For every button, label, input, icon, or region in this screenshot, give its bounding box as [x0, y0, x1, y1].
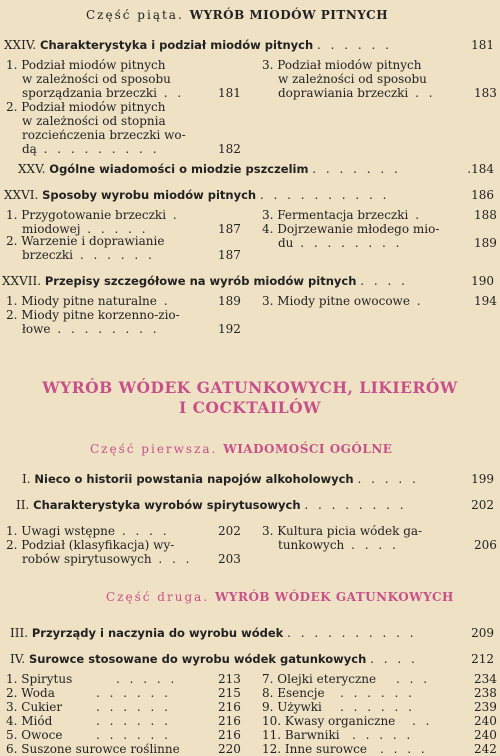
toc-item: 5. Owoce — [6, 728, 63, 742]
item-page: 216 — [218, 700, 241, 714]
chapter-title: Charakterystyka wyrobów spirytusowych — [33, 498, 301, 512]
item-line: 3. Podział miodów pitnych — [262, 58, 422, 72]
item-line: łowe . . . . . . . . — [22, 322, 160, 336]
item-line: 3. Miody pitne owocowe . — [262, 294, 424, 308]
item-line: 4. Dojrzewanie młodego mio- — [262, 222, 440, 236]
section-title-line: I COCKTAILÓW — [178, 398, 322, 417]
chapter-page: .184 — [467, 162, 494, 176]
chapter-title: Przyrządy i naczynia do wyrobu wódek — [31, 626, 284, 640]
chapter-page: 181 — [471, 38, 494, 52]
chapter-title: Przepisy szczegółowe na wyrób miodów pitnych — [44, 274, 357, 288]
toc-item: 9. Używki — [262, 700, 322, 714]
item-line: du . . . . . . . . — [278, 236, 403, 250]
item-page: 183 — [474, 86, 497, 100]
chapter-number: II. — [16, 498, 30, 512]
item-page: 216 — [218, 714, 241, 728]
item-page: 181 — [218, 86, 241, 100]
toc-item: 7. Olejki eteryczne — [262, 672, 377, 686]
toc-item — [6, 58, 184, 100]
toc-item — [262, 524, 422, 552]
item-line: w zależności od stopnia — [22, 114, 166, 128]
toc-item — [6, 524, 170, 538]
chapter-entry: XXV. Ogólne wiadomości o miodzie pszczelim . . . . . . . — [18, 162, 401, 176]
chapter-page: 199 — [471, 472, 494, 486]
toc-item — [6, 100, 186, 156]
item-line: 1. Miody pitne naturalne . — [6, 294, 171, 308]
chapter-page: 190 — [471, 274, 494, 288]
chapter-title: Sposoby wyrobu miodów pitnych — [42, 188, 257, 202]
item-line: brzeczki . . . . . . — [22, 248, 155, 262]
item-line: 1. Uwagi wstępne . . . . — [6, 524, 170, 538]
part-heading — [86, 8, 388, 22]
item-page: 240 — [474, 714, 497, 728]
toc-item — [262, 58, 436, 100]
toc-item — [6, 308, 180, 336]
item-line: 1. Przygotowanie brzeczki . — [6, 208, 180, 222]
chapter-page: 202 — [471, 498, 494, 512]
leader-dots: . . . . . . — [340, 686, 415, 700]
toc-item — [6, 234, 164, 262]
part-title: WYRÓB MIODÓW PITNYCH — [189, 8, 389, 22]
item-line: 2. Podział miodów pitnych — [6, 100, 166, 114]
leader-dots: . . . . . . — [96, 700, 171, 714]
item-page: 182 — [218, 142, 241, 156]
leader-dots: . . — [412, 714, 433, 728]
item-line: 2. Podział (klasyfikacja) wy- — [6, 538, 175, 552]
toc-item: 1. Spirytus — [6, 672, 73, 686]
leader-dots: . . . . . . — [340, 700, 415, 714]
toc-item: 11. Barwniki — [262, 728, 340, 742]
chapter-number: XXV. — [18, 162, 46, 176]
part-title: WYRÓB WÓDEK GATUNKOWYCH — [214, 590, 454, 604]
leader-dots: . . . . — [380, 742, 428, 756]
chapter-number: XXIV. — [4, 38, 37, 52]
item-page: 239 — [474, 700, 497, 714]
toc-item: 12. Inne surowce — [262, 742, 367, 756]
item-page: 206 — [474, 538, 497, 552]
toc-item: 8. Esencje — [262, 686, 325, 700]
chapter-title: Charakterystyka i podział miodów pitnych — [40, 38, 314, 52]
chapter-entry: III. Przyrządy i naczynia do wyrobu wódek . . . . . . . . . . — [10, 626, 417, 640]
item-page: 238 — [474, 686, 497, 700]
toc-item — [262, 222, 439, 250]
item-page: 203 — [218, 552, 241, 566]
item-page: 216 — [218, 728, 241, 742]
chapter-number: XXVII. — [2, 274, 42, 288]
toc-item — [6, 294, 171, 308]
part-title: WIADOMOŚCI OGÓLNE — [223, 442, 393, 456]
section-title — [0, 378, 500, 417]
chapter-title: Surowce stosowane do wyrobu wódek gatunkowych — [28, 652, 367, 666]
toc-item: 10. Kwasy organiczne — [262, 714, 396, 728]
item-line: rozcieńczenia brzeczki wo- — [22, 128, 186, 142]
toc-item — [262, 294, 424, 308]
item-page: 189 — [474, 236, 497, 250]
item-line: 1. Podział miodów pitnych — [6, 58, 166, 72]
chapter-entry: II. Charakterystyka wyrobów spirytusowych . . . . . . . . — [16, 498, 407, 512]
section-title-line: WYRÓB WÓDEK GATUNKOWYCH, LIKIERÓW — [42, 378, 458, 397]
item-line: doprawiania brzeczki . . — [278, 86, 436, 100]
item-page: 188 — [474, 208, 497, 222]
part-heading — [90, 442, 392, 456]
chapter-entry: XXVI. Sposoby wyrobu miodów pitnych . . . . . . . . . . — [4, 188, 390, 202]
item-line: miodowej . . . . . — [22, 222, 149, 236]
item-page: 187 — [218, 248, 241, 262]
chapter-entry: IV. Surowce stosowane do wyrobu wódek gatunkowych . . . . — [10, 652, 418, 666]
part-heading — [106, 590, 454, 604]
item-page: 242 — [474, 742, 497, 756]
toc-item — [262, 208, 422, 222]
chapter-number: I. — [22, 472, 31, 486]
chapter-number: IV. — [10, 652, 26, 666]
item-line: 3. Kultura picia wódek ga- — [262, 524, 423, 538]
item-page: 202 — [218, 524, 241, 538]
item-page: 189 — [218, 294, 241, 308]
item-line: sporządzania brzeczki . . — [22, 86, 185, 100]
leader-dots: . . . . . — [116, 672, 178, 686]
chapter-number: XXVI. — [4, 188, 39, 202]
item-page: 220 — [218, 742, 241, 756]
leader-dots: . . . . . . — [96, 686, 171, 700]
chapter-title: Nieco o historii powstania napojów alkoholowych — [34, 472, 354, 486]
item-page: 234 — [474, 672, 497, 686]
item-page: 213 — [218, 672, 241, 686]
toc-item: 3. Cukier — [6, 700, 63, 714]
part-prefix: Część druga. — [106, 590, 210, 604]
item-line: robów spirytusowych . . . — [22, 552, 193, 566]
item-line: tunkowych . . . . — [278, 538, 399, 552]
toc-item: 4. Miód — [6, 714, 53, 728]
item-line: w zależności od sposobu — [22, 72, 171, 86]
item-page: 187 — [218, 222, 241, 236]
leader-dots: . . . — [396, 672, 431, 686]
item-page: 194 — [474, 294, 497, 308]
leader-dots: . . . . . . — [96, 728, 171, 742]
toc-item — [6, 208, 180, 236]
chapter-entry: I. Nieco o historii powstania napojów alkoholowych . . . . . — [22, 472, 419, 486]
chapter-entry: XXVII. Przepisy szczegółowe na wyrób miodów pitnych . . . . — [2, 274, 408, 288]
toc-item: 6. Suszone surowce roślinne — [6, 742, 180, 756]
part-prefix: Część piąta. — [86, 8, 184, 22]
item-line: w zależności od sposobu — [278, 72, 427, 86]
toc-item: 2. Woda — [6, 686, 55, 700]
item-line: 3. Fermentacja brzeczki . — [262, 208, 423, 222]
item-page: 192 — [218, 322, 241, 336]
leader-dots: . . . . . — [352, 728, 414, 742]
item-line: 2. Miody pitne korzenno-zio- — [6, 308, 180, 322]
chapter-entry: XXIV. Charakterystyka i podział miodów pitnych . . . . . . — [4, 38, 392, 52]
item-page: 240 — [474, 728, 497, 742]
item-line: 2. Warzenie i doprawianie — [6, 234, 165, 248]
item-page: 215 — [218, 686, 241, 700]
toc-item — [6, 538, 192, 566]
leader-dots: . . . . . . — [96, 714, 171, 728]
chapter-number: III. — [10, 626, 29, 640]
chapter-page: 186 — [471, 188, 494, 202]
part-prefix: Część pierwsza. — [90, 442, 218, 456]
chapter-title: Ogólne wiadomości o miodzie pszczelim — [49, 162, 309, 176]
item-line: dą . . . . . . . . . — [22, 142, 160, 156]
chapter-page: 209 — [471, 626, 494, 640]
chapter-page: 212 — [471, 652, 494, 666]
